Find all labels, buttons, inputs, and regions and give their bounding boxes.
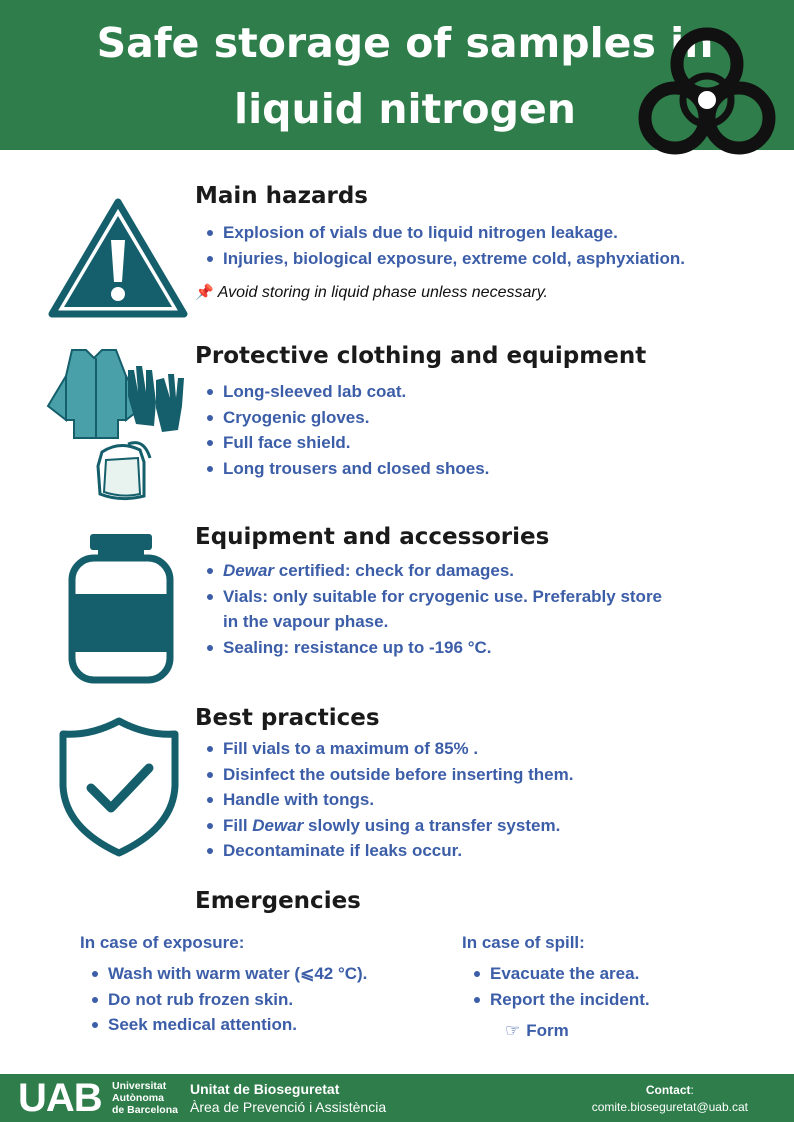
list-item: Full face shield.: [205, 430, 489, 456]
university-name-line: Autònoma: [112, 1092, 164, 1104]
dewar-emphasis: Dewar: [252, 815, 304, 835]
list-item: Handle with tongs.: [205, 787, 573, 813]
list-item: Long-sleeved lab coat.: [205, 379, 489, 405]
hazards-note-text: Avoid storing in liquid phase unless necessary.: [217, 284, 548, 301]
biohazard-icon: [632, 22, 782, 167]
list-item-text: in the vapour phase.: [223, 612, 389, 631]
list-item: Disinfect the outside before inserting them.: [205, 762, 573, 788]
university-name-line: Universitat: [112, 1080, 167, 1092]
form-link[interactable]: [505, 1021, 569, 1041]
unit-area-line: Àrea de Prevenció i Assistència: [190, 1099, 387, 1115]
storage-jar-icon: [68, 532, 174, 684]
list-item-text: slowly using a transfer system.: [303, 815, 561, 835]
list-item: Fill vials to a maximum of 85% .: [205, 736, 573, 762]
university-name: [112, 1080, 178, 1116]
contact-label: Contact: [645, 1083, 691, 1097]
list-item-text: Fill: [223, 815, 253, 835]
list-item: Seek medical attention.: [90, 1012, 367, 1038]
footer: [0, 1074, 794, 1122]
form-link-label: Form: [526, 1021, 569, 1040]
list-item: Do not rub frozen skin.: [90, 987, 367, 1013]
protective-gear-icon: [44, 346, 189, 504]
exposure-subheading: In case of exposure:: [80, 933, 245, 952]
list-item: Wash with warm water (⩽42 °C).: [90, 961, 367, 987]
practices-heading: Best practices: [195, 705, 380, 731]
title-line-2: liquid nitrogen: [234, 85, 576, 133]
unit-name-line: Unitat de Bioseguretat: [190, 1081, 340, 1097]
list-item: Cryogenic gloves.: [205, 405, 489, 431]
list-item: Sealing: resistance up to -196 °C.: [205, 635, 662, 661]
pushpin-icon: 📌: [195, 284, 214, 301]
equipment-list: [205, 558, 662, 660]
title-line-1: Safe storage of samples in: [96, 19, 714, 67]
hazards-list: [205, 220, 685, 271]
list-item: [205, 813, 573, 839]
warning-triangle-icon: [48, 196, 188, 322]
unit-name: [190, 1080, 386, 1116]
shield-check-icon: [57, 716, 181, 858]
dewar-emphasis: Dewar: [223, 561, 275, 580]
hazards-heading: Main hazards: [195, 183, 368, 209]
list-item: Report the incident.: [472, 987, 650, 1013]
equipment-heading: Equipment and accessories: [195, 524, 550, 550]
practices-list: [205, 736, 573, 864]
spill-list: [472, 961, 650, 1012]
list-item-text: certified: check for damages.: [274, 561, 515, 580]
emergencies-heading: Emergencies: [195, 888, 361, 914]
protective-heading: Protective clothing and equipment: [195, 343, 647, 369]
list-item: [205, 558, 662, 584]
list-item: Injuries, biological exposure, extreme cold, asphyxiation.: [205, 246, 685, 272]
contact-block: Contact: comite.bioseguretat@uab.cat: [591, 1083, 748, 1114]
list-item: [205, 584, 662, 635]
exposure-list: [90, 961, 367, 1038]
list-item: Decontaminate if leaks occur.: [205, 838, 573, 864]
uab-logo: UAB: [18, 1076, 102, 1120]
list-item: Explosion of vials due to liquid nitrogen leakage.: [205, 220, 685, 246]
list-item: Evacuate the area.: [472, 961, 650, 987]
page-title: [90, 10, 720, 142]
spill-subheading: In case of spill:: [462, 933, 585, 952]
pointing-hand-icon: ☞: [505, 1021, 521, 1040]
contact-email[interactable]: comite.bioseguretat@uab.cat: [591, 1100, 748, 1114]
list-item-text: Vials: only suitable for cryogenic use. Preferably store: [223, 586, 663, 606]
hazards-note: [195, 283, 548, 302]
university-name-line: de Barcelona: [112, 1104, 178, 1116]
protective-list: [205, 379, 489, 481]
list-item: Long trousers and closed shoes.: [205, 456, 489, 482]
